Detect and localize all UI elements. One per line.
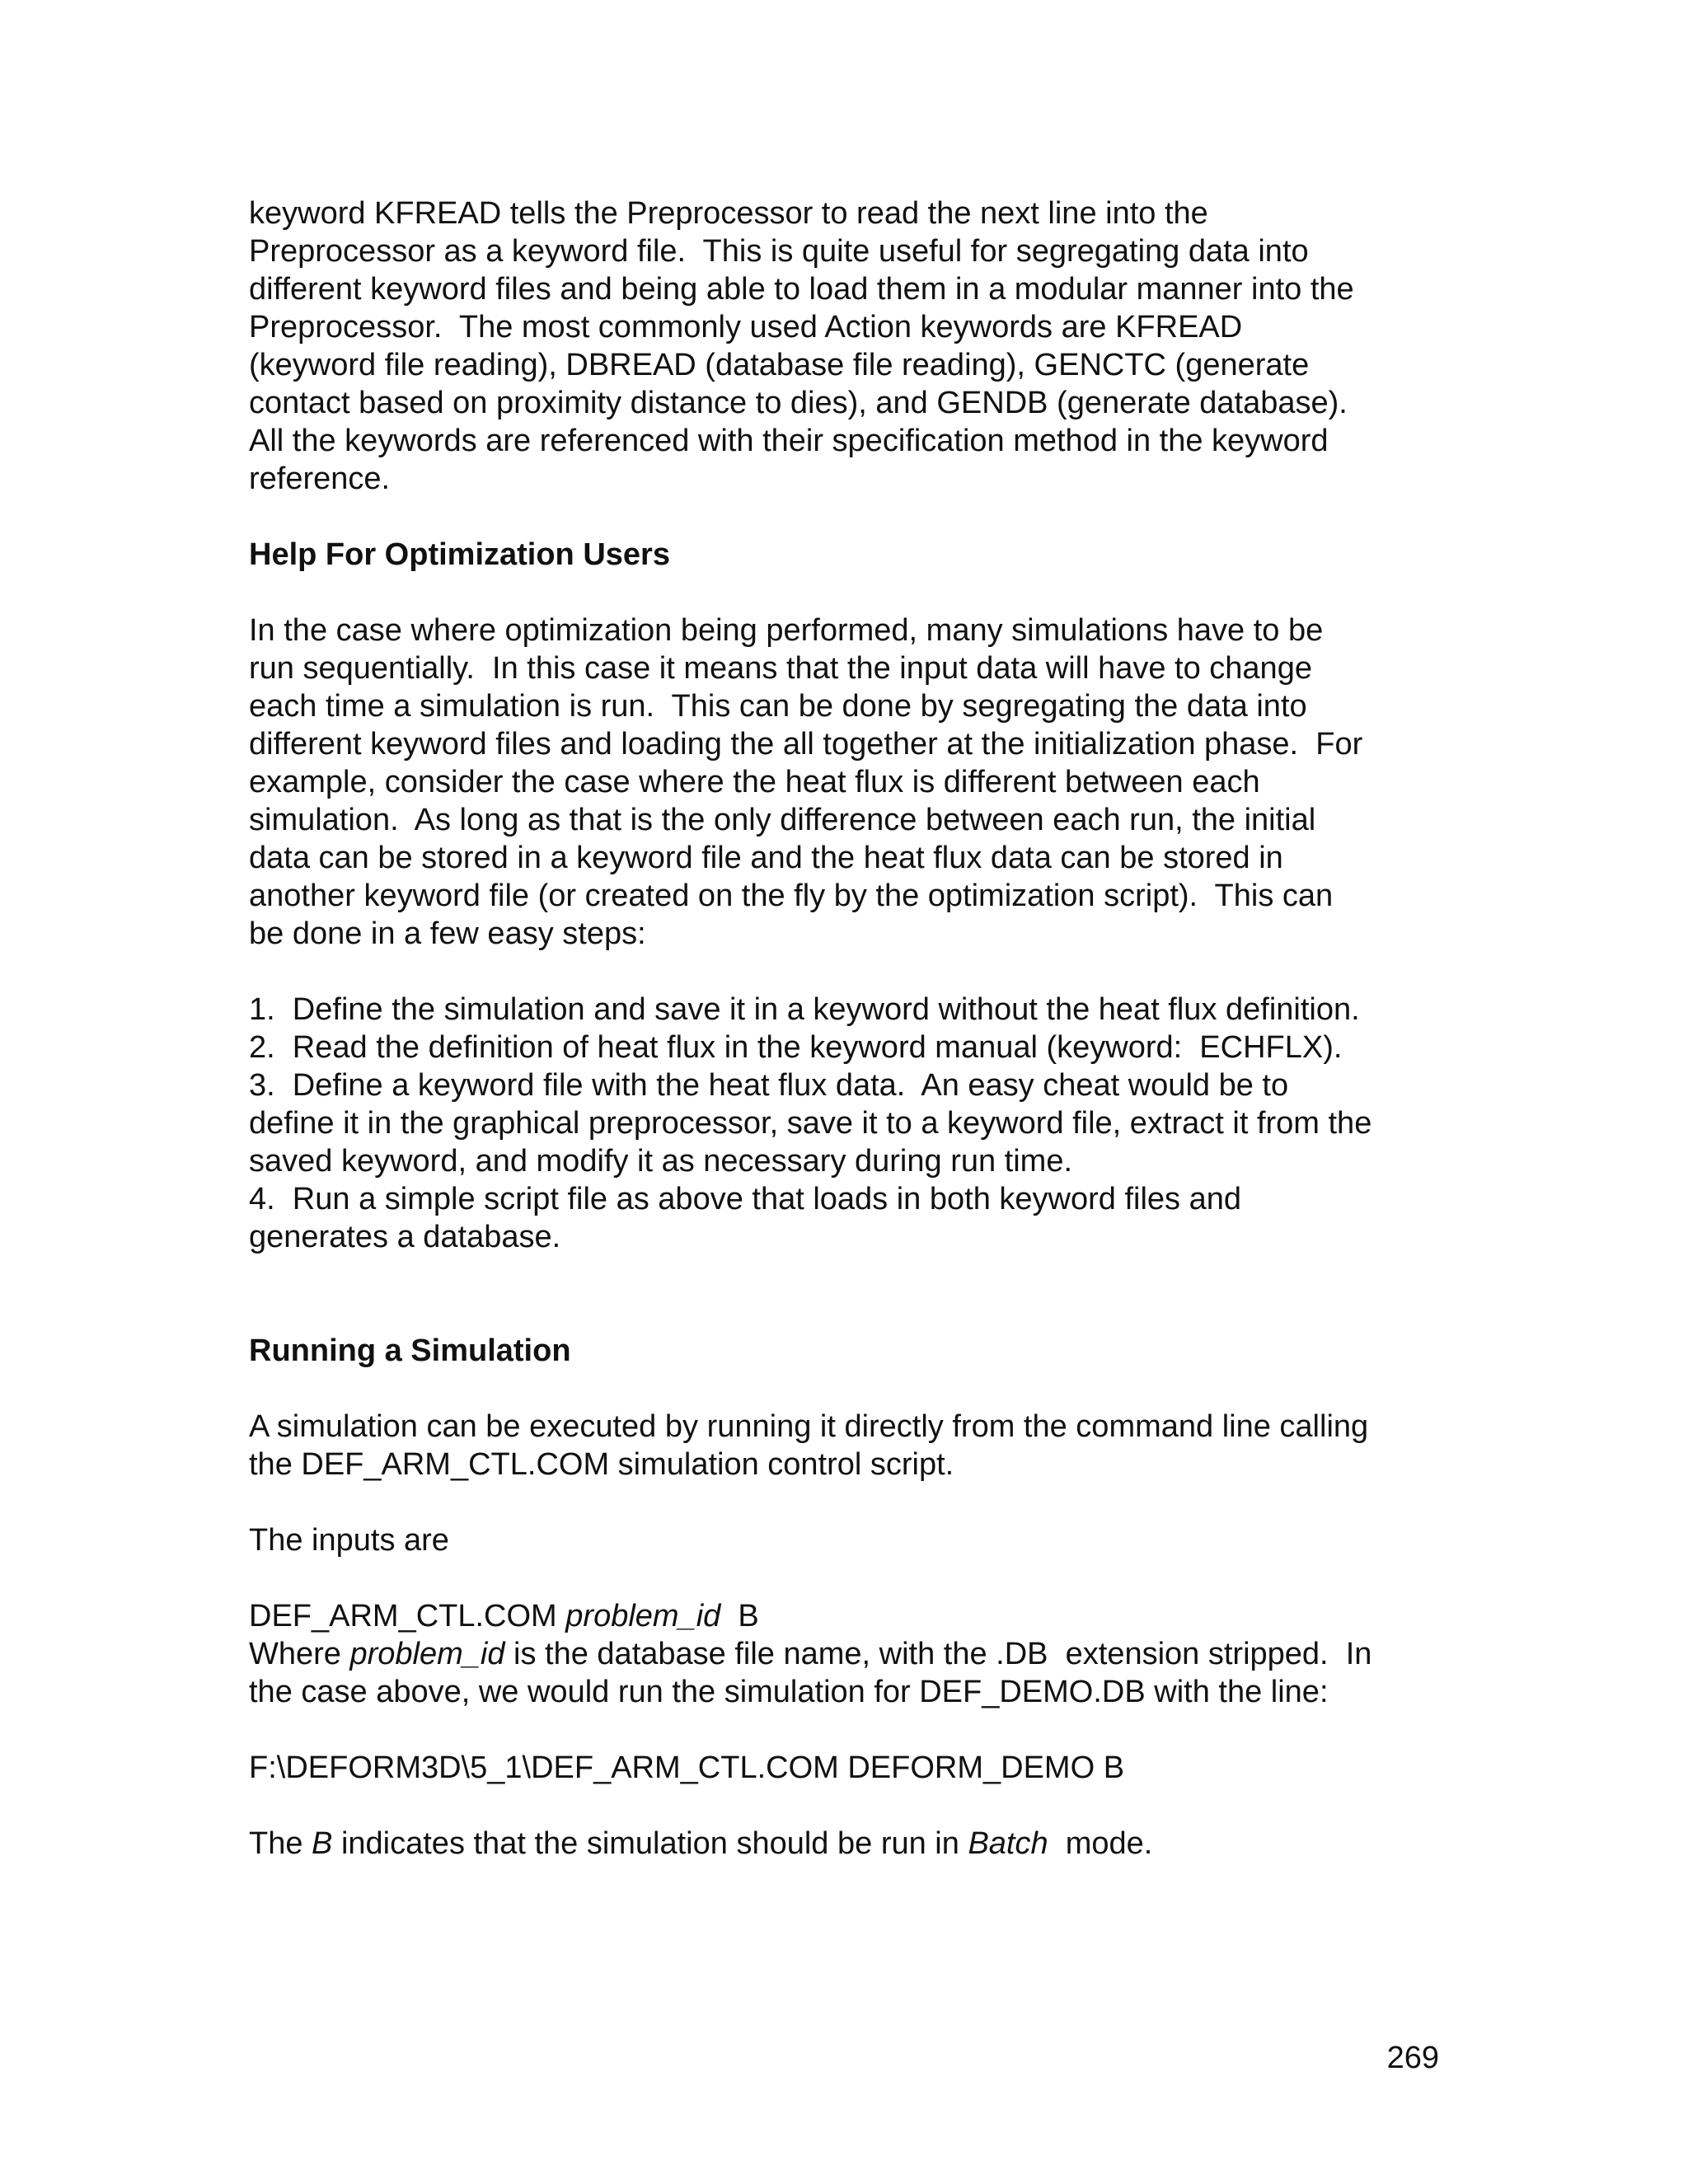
list-item: 1. Define the simulation and save it in a keyword without the heat flux definition. [249, 992, 1360, 1027]
text-line: (keyword file reading), DBREAD (database file reading), GENCTC (generate [249, 348, 1310, 382]
text-line: run sequentially. In this case it means that the input data will have to change [249, 651, 1312, 686]
text-line: each time a simulation is run. This can be done by segregating the data into [249, 689, 1307, 724]
where-line [249, 1635, 1461, 1673]
text-line: be done in a few easy steps: [249, 916, 646, 951]
where-suffix: is the database file name, with the .DB extension stripped. In [504, 1637, 1372, 1671]
text-line: reference. [249, 462, 391, 496]
list-item: generates a database. [249, 1220, 561, 1254]
document-page [249, 194, 1461, 1863]
page-number: 269 [1386, 2041, 1439, 2075]
list-item: define it in the graphical preprocessor, save it to a keyword file, extract it from the [249, 1106, 1372, 1141]
batch-word: Batch [968, 1826, 1048, 1861]
optimization-paragraph [249, 612, 1461, 953]
text-line: different keyword files and being able to load them in a modular manner into the [249, 272, 1354, 307]
intro-paragraph [249, 194, 1461, 498]
text-line: Preprocessor as a keyword file. This is quite useful for segregating data into [249, 234, 1309, 269]
batch-middle: indicates that the simulation should be run in [332, 1826, 968, 1861]
text-line: the case above, we would run the simulation for DEF_DEMO.DB with the line: [249, 1675, 1329, 1709]
text-line: contact based on proximity distance to dies), and GENDB (generate database). [249, 386, 1348, 420]
list-item: 4. Run a simple script file as above that loads in both keyword files and [249, 1182, 1241, 1216]
example-command: F:\DEFORM3D\5_1\DEF_ARM_CTL.COM DEFORM_DEMO B [249, 1750, 1125, 1785]
list-item: saved keyword, and modify it as necessary during run time. [249, 1144, 1073, 1179]
section-heading-running: Running a Simulation [249, 1333, 571, 1368]
list-item: 3. Define a keyword file with the heat flux data. An easy cheat would be to [249, 1068, 1289, 1103]
text-line: keyword KFREAD tells the Preprocessor to read the next line into the [249, 196, 1208, 231]
steps-list [249, 991, 1461, 1256]
where-arg: problem_id [349, 1637, 505, 1671]
batch-prefix: The [249, 1826, 312, 1861]
text-line: the DEF_ARM_CTL.COM simulation control script. [249, 1447, 954, 1482]
list-item: 2. Read the definition of heat flux in the keyword manual (keyword: ECHFLX). [249, 1030, 1343, 1065]
text-line: another keyword file (or created on the fly by the optimization script). This can [249, 879, 1334, 913]
syntax-command: DEF_ARM_CTL.COM [249, 1599, 566, 1633]
text-line: Preprocessor. The most commonly used Action keywords are KFREAD [249, 310, 1243, 344]
syntax-mode: B [720, 1599, 759, 1633]
text-line: different keyword files and loading the all together at the initialization phase. For [249, 727, 1363, 762]
text-line: In the case where optimization being performed, many simulations have to be [249, 613, 1324, 648]
inputs-are-line: The inputs are [249, 1523, 449, 1558]
batch-b: B [312, 1826, 333, 1861]
section-heading-optimization: Help For Optimization Users [249, 537, 670, 572]
syntax-arg: problem_id [565, 1599, 721, 1633]
text-line: simulation. As long as that is the only difference between each run, the initial [249, 803, 1316, 837]
where-prefix: Where [249, 1637, 350, 1671]
text-line: data can be stored in a keyword file and the heat flux data can be stored in [249, 841, 1283, 875]
batch-suffix: mode. [1048, 1826, 1153, 1861]
text-line: example, consider the case where the heat flux is different between each [249, 765, 1260, 799]
running-paragraph [249, 1408, 1461, 1483]
syntax-line [249, 1597, 1461, 1635]
text-line: A simulation can be executed by running it directly from the command line calling [249, 1409, 1369, 1444]
batch-line [249, 1825, 1461, 1863]
text-line: All the keywords are referenced with their specification method in the keyword [249, 424, 1329, 458]
